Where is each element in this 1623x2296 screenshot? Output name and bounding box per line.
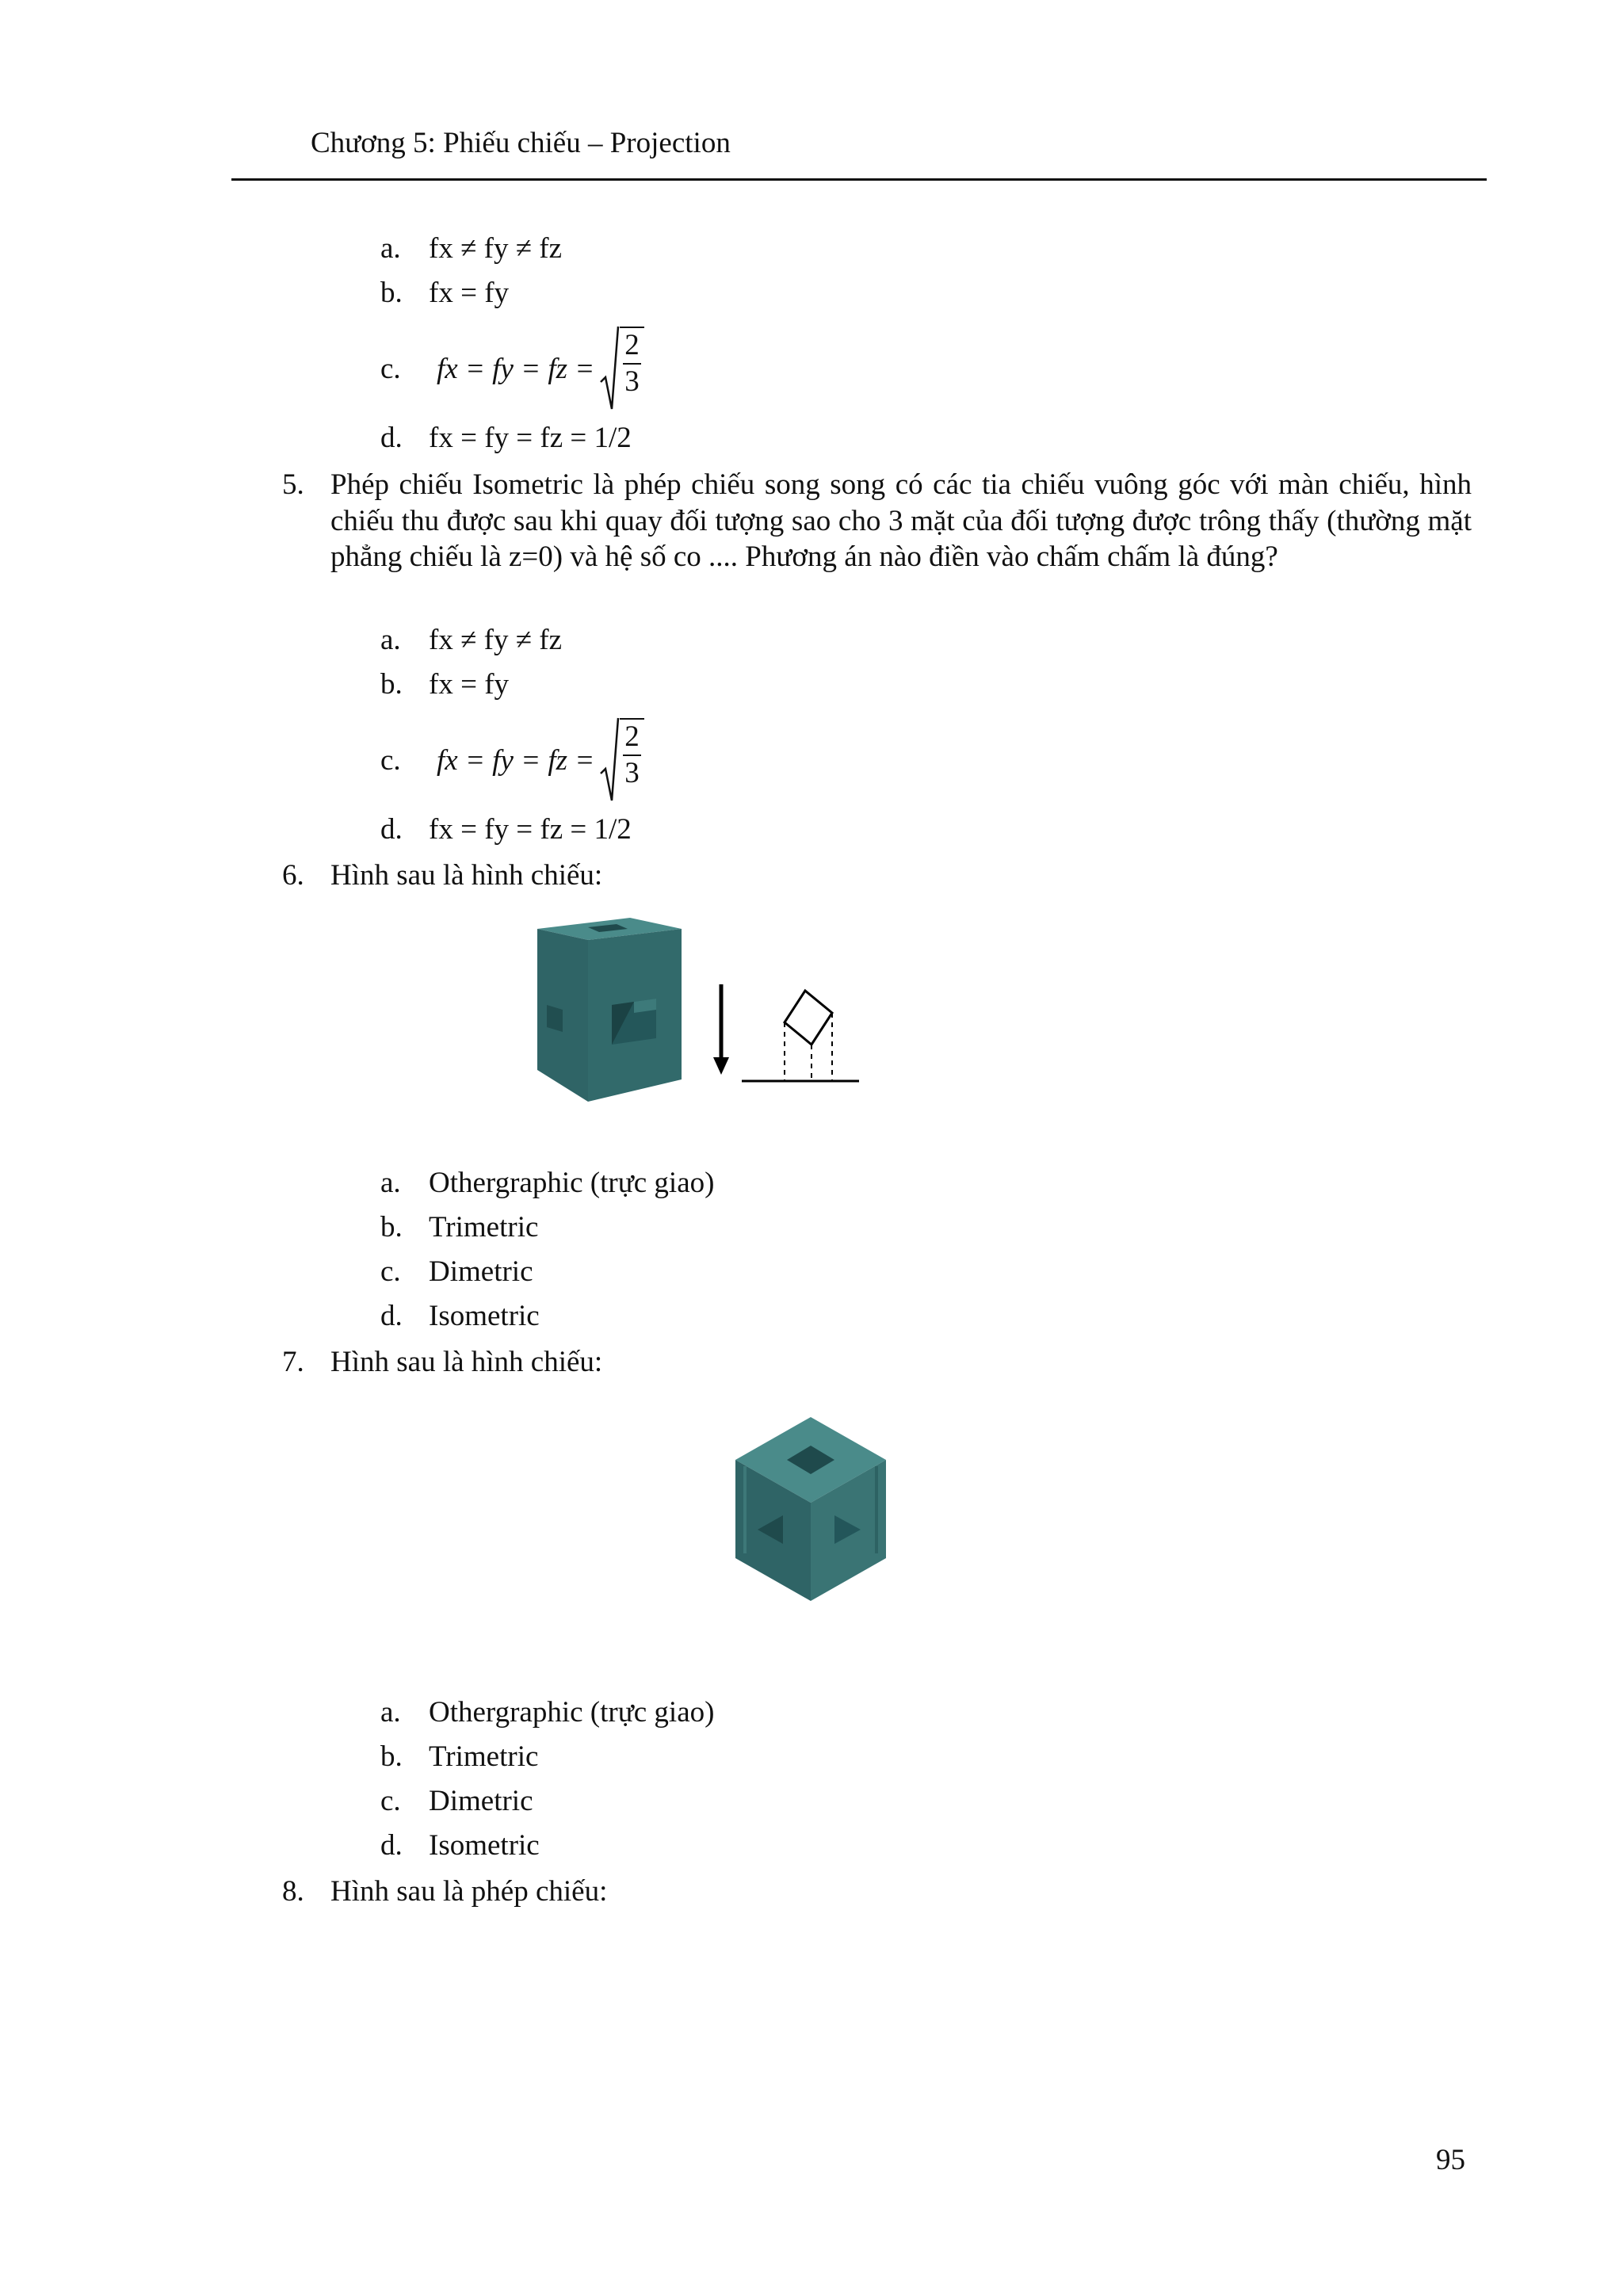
option-letter: c. (380, 1255, 401, 1288)
option-text: fx ≠ fy ≠ fz (429, 624, 562, 656)
option-text: Trimetric (429, 1740, 539, 1773)
fraction (620, 327, 644, 412)
q5-option-c-formula (429, 712, 644, 808)
fraction-denominator: 3 (624, 365, 640, 398)
option-text: fx = fy (429, 277, 510, 309)
option-letter: c. (380, 1785, 401, 1817)
question-text: Hình sau là phép chiếu: (330, 1875, 608, 1908)
fraction-denominator: 3 (624, 757, 640, 789)
question-number: 6. (282, 859, 304, 892)
option-letter: b. (380, 668, 403, 701)
question-text: Hình sau là hình chiếu: (330, 1346, 603, 1378)
option-text: Dimetric (429, 1255, 533, 1288)
option-letter: c. (380, 353, 401, 385)
fraction (620, 718, 644, 804)
header-rule (231, 178, 1487, 181)
q4-option-c-formula (429, 321, 644, 416)
isometric-cube-figure (727, 1411, 894, 1609)
option-letter: d. (380, 1829, 403, 1862)
q6-figure (523, 911, 872, 1121)
option-letter: b. (380, 1740, 403, 1773)
formula-lhs: fx = fy = fz = (437, 352, 595, 385)
page-number: 95 (1436, 2144, 1465, 2176)
radical-sign-icon (599, 716, 620, 804)
fraction-numerator: 2 (623, 720, 641, 756)
option-text: fx = fy = fz = 1/2 (429, 422, 632, 454)
q7-figure (727, 1411, 894, 1613)
option-letter: c. (380, 744, 401, 777)
option-text: fx = fy = fz = 1/2 (429, 813, 632, 846)
chapter-header: Chương 5: Phiếu chiếu – Projection (311, 127, 731, 159)
option-text: Othergraphic (trực giao) (429, 1696, 715, 1729)
option-letter: a. (380, 624, 401, 656)
option-text: Isometric (429, 1300, 540, 1332)
formula-lhs: fx = fy = fz = (437, 743, 595, 777)
radical-sign-icon (599, 325, 620, 412)
option-text: Othergraphic (trực giao) (429, 1167, 715, 1199)
sqrt-expression (599, 325, 644, 412)
q5-text: Phép chiếu Isometric là phép chiếu song song có các tia chiếu vuông góc với màn chiếu, hình chiếu thu được sau khi quay đối tượng sao cho 3 mặt của đối tượng được trông thấy (thường mặt phẳng chiếu là z=0) và hệ số co .... Phương án nào điền vào chấm chấm là đúng? (330, 468, 1472, 573)
option-letter: d. (380, 422, 403, 454)
option-text: Isometric (429, 1829, 540, 1862)
sqrt-expression (599, 716, 644, 804)
option-letter: a. (380, 1696, 401, 1729)
option-text: fx = fy (429, 668, 510, 701)
option-letter: d. (380, 1300, 403, 1332)
option-text: fx ≠ fy ≠ fz (429, 232, 562, 265)
option-text: Trimetric (429, 1211, 539, 1244)
question-text: Hình sau là hình chiếu: (330, 859, 603, 892)
option-letter: a. (380, 1167, 401, 1199)
option-letter: b. (380, 277, 403, 309)
rotated-square (785, 991, 832, 1045)
question-number: 5. (282, 468, 304, 501)
question-number: 8. (282, 1875, 304, 1908)
option-text: Dimetric (429, 1785, 533, 1817)
option-letter: a. (380, 232, 401, 265)
projection-arrow-head-icon (713, 1057, 729, 1075)
fraction-numerator: 2 (623, 328, 641, 365)
question-number: 7. (282, 1346, 304, 1378)
option-letter: b. (380, 1211, 403, 1244)
dimetric-cube-figure (523, 911, 872, 1117)
option-letter: d. (380, 813, 403, 846)
